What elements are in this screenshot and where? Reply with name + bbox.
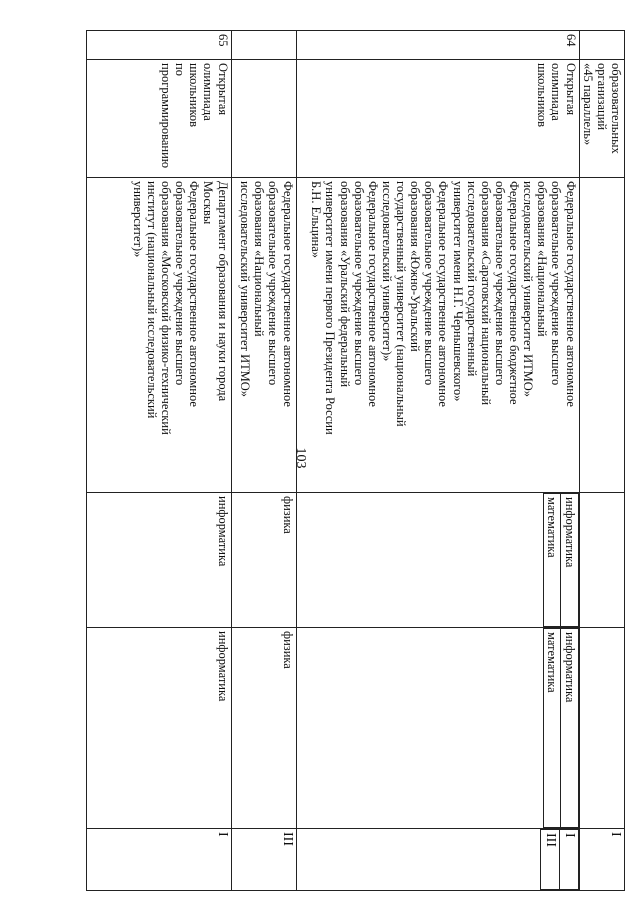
table-row-64-physics [231,31,296,891]
table-row-continuation [579,31,624,891]
cell-number [579,31,624,60]
cell-name: Открытая олимпиада школьников [296,60,579,178]
cell-profile [296,628,579,829]
cell-name [231,60,296,178]
table-row-65 [86,31,231,891]
profile-mathematics: математика [544,629,561,828]
page-number: 103 [293,447,308,469]
cell-name: образовательных организаций «45 параллель» [579,60,624,178]
cell-subject [579,493,624,628]
profile-informatics: информатика [561,629,578,828]
cell-level: III [231,829,296,891]
subject-mathematics: математика [544,494,561,627]
cell-organizers: Департамент образования и науки города Москвы Федеральное государственное автономное образовательное учреждение высшего образования «Московский физико-технический институт (национальный исследовательский университет)» [86,178,231,493]
cell-subject [296,493,579,628]
cell-profile: физика [231,628,296,829]
cell-profile: информатика [86,628,231,829]
cell-level: I [86,829,231,891]
cell-number [231,31,296,60]
cell-level [296,829,579,891]
olympiad-table [86,30,625,891]
rotated-page [90,30,625,890]
cell-number: 64 [296,31,579,60]
level-second: III [541,830,560,890]
cell-organizers: Федеральное государственное автономное образовательное учреждение высшего образования «Национальный исследовательский университет ИТМО» [231,178,296,493]
cell-subject: информатика [86,493,231,628]
cell-profile [579,628,624,829]
cell-level: I [579,829,624,891]
cell-number: 65 [86,31,231,60]
subject-informatics: информатика [561,494,578,627]
level-first: I [559,830,578,890]
table-row-64 [296,31,579,891]
cell-organizers: Федеральное государственное автономное образовательное учреждение высшего образования «Национальный исследовательский университет ИТМО» Федеральное государственное бюджетное образовательное учреждение высшего образования «Саратовский национальный исследовательский государственный университет имени Н.Г. Чернышевского» Федеральное государственное автономное образовательное учреждение высшего образования «Южно-Уральский государственный университет (национальный исследовательский университет)» Федеральное государственное автономное образовательное учреждение высшего образования «Уральский федеральный университет имени первого Президента России Б.Н. Ельцина» [296,178,579,493]
cell-subject: физика [231,493,296,628]
cell-name: Открытая олимпиада школьников по программированию [86,60,231,178]
cell-organizers [579,178,624,493]
